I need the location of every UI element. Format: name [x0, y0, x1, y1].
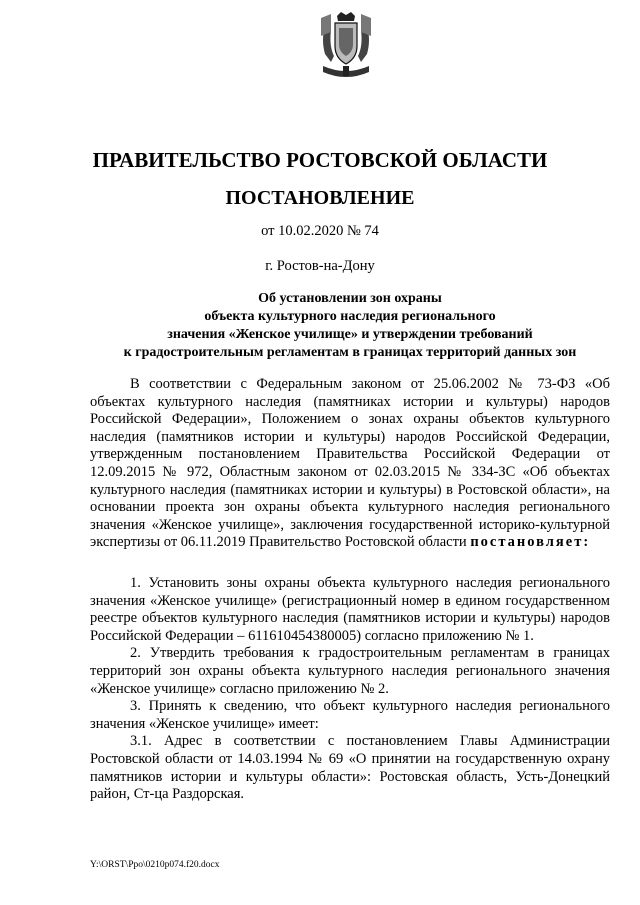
document-subject — [90, 290, 610, 362]
subject-line: Об установлении зон охраны — [258, 291, 442, 306]
government-title: ПРАВИТЕЛЬСТВО РОСТОВСКОЙ ОБЛАСТИ — [92, 148, 548, 172]
document-date-number: от 10.02.2020 № 74 — [261, 223, 379, 239]
resolution-items — [90, 575, 610, 804]
list-item: 3.1. Адрес в соответствии с постановлением Главы Администрации Ростовской области от 14.03.1994 № 69 «О принятии на государственную охрану памятников истории и культуры области»: Ростовская область, Усть-Донецкий район, Ст-ца Раздорская. — [90, 733, 610, 803]
preamble-text: В соответствии с Федеральным законом от 25.06.2002 № 73-ФЗ «Об объектах культурного наследия (памятниках истории и культуры) народов Российской Федерации», Положением о зонах охраны объектов культурного наследия (памятников истории и культуры) народов Российской Федерации, утвержденным постановлением Правительства Российской Федерации от 12.09.2015 № 972, Областным законом от 02.03.2015 № 334-ЗС «Об объектах культурного наследия (памятниках истории и культуры) в Ростовской области», на основании проекта зон охраны объекта культурного наследия регионального значения «Женское училище», заключения государственной историко-культурной экспертизы от 06.11.2019 Правительство Ростовской области — [90, 376, 610, 551]
document-type: ПОСТАНОВЛЕНИЕ — [225, 187, 415, 209]
preamble-paragraph — [90, 376, 610, 552]
list-item: 1. Установить зоны охраны объекта культурного наследия регионального значения «Женское училище» (регистрационный номер в едином государственном реестре объектов культурного наследия (памятников истории и культуры) народов Российской Федерации – 611610454380005) согласно приложению № 1. — [90, 575, 610, 644]
document-city: г. Ростов-на-Дону — [265, 258, 375, 274]
resolves-word: постановляет: — [470, 534, 591, 551]
list-item: 3. Принять к сведению, что объект культурного наследия регионального значения «Женское училище» имеет: — [90, 698, 610, 732]
rostov-oblast-coat-of-arms-icon — [317, 10, 375, 82]
subject-line: объекта культурного наследия регионального — [204, 309, 496, 324]
file-path-footer: Y:\ORST\Ppo\0210p074.f20.docx — [90, 860, 220, 870]
subject-line: значения «Женское училище» и утверждении требований — [167, 327, 533, 342]
list-item: 2. Утвердить требования к градостроительным регламентам в границах территорий зон охраны объекта культурного наследия регионального значения «Женское училище» согласно приложению № 2. — [90, 645, 610, 697]
subject-line: к градостроительным регламентам в границах территорий данных зон — [123, 345, 577, 360]
